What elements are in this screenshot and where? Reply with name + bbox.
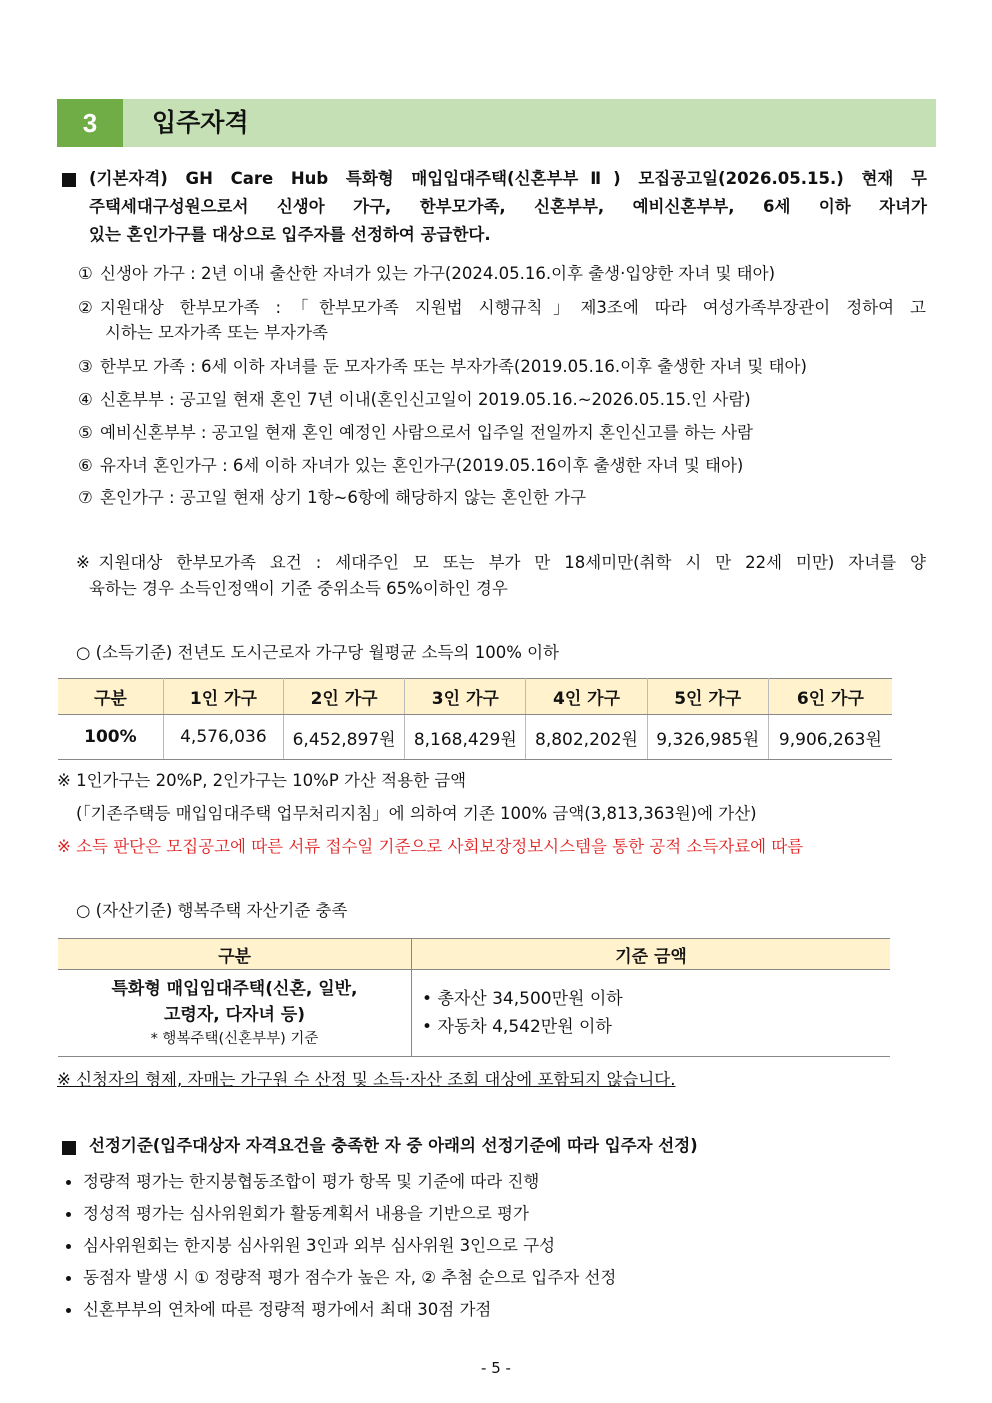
asset-table — [58, 938, 890, 1057]
asset-category-line-1: 특화형 매입임대주택(신혼, 일반, — [111, 979, 358, 999]
selection-item-4 — [66, 1266, 616, 1290]
selection-item-5-text: 신혼부부의 연차에 따른 정량적 평가에서 최대 30점 가점 — [83, 1300, 492, 1319]
income-cell: 8,168,429원 — [405, 715, 526, 760]
asset-header-amount: 기준 금액 — [412, 939, 891, 970]
asset-criteria-2-text: 자동차 4,542만원 이하 — [437, 1017, 612, 1037]
income-cell: 8,802,202원 — [526, 715, 647, 760]
item-2-mark: ② — [78, 298, 93, 317]
income-note-2: (「기존주택등 매입임대주택 업무처리지침」에 의하여 기존 100% 금액(3,813,363원)에 가산) — [76, 804, 757, 823]
asset-heading: ○ (자산기준) 행복주택 자산기준 충족 — [76, 901, 348, 920]
page-number: - 5 - — [481, 1359, 511, 1377]
item-4 — [78, 388, 751, 412]
income-cell: 9,906,263원 — [768, 715, 892, 760]
item-4-mark: ④ — [78, 390, 93, 409]
income-table-header — [58, 679, 892, 715]
income-cell: 9,326,985원 — [647, 715, 768, 760]
item-3-mark: ③ — [78, 357, 93, 376]
asset-header-category: 구분 — [58, 939, 412, 970]
section-number: 3 — [57, 99, 123, 147]
income-header-cell: 구분 — [58, 679, 163, 715]
item-6-text: 유자녀 혼인가구 : 6세 이하 자녀가 있는 혼인가구(2019.05.16이후 출생한 자녀 및 태아) — [100, 456, 744, 475]
income-header-cell: 1인 가구 — [163, 679, 283, 715]
income-note-3: ※ 소득 판단은 모집공고에 따른 서류 접수일 기준으로 사회보장정보시스템을 통한 공적 소득자료에 따름 — [57, 837, 804, 856]
income-header-cell: 2인 가구 — [283, 679, 404, 715]
basic-line-1: (기본자격) GH Care Hub 특화형 매입입대주택(신혼부부Ⅱ) 모집공고일(2026.05.15.) 현재 무 — [89, 169, 927, 188]
income-header-cell: 6인 가구 — [768, 679, 892, 715]
item-7-mark: ⑦ — [78, 488, 93, 507]
selection-item-2-text: 정성적 평가는 심사위원회가 활동계획서 내용을 기반으로 평가 — [83, 1204, 529, 1223]
item-2-line-2: 시하는 모자가족 또는 부자가족 — [105, 323, 328, 342]
asset-note: ※ 신청자의 형제, 자매는 가구원 수 산정 및 소득·자산 조회 대상에 포함되지 않습니다. — [57, 1070, 676, 1089]
selection-item-4-text: 동점자 발생 시 ① 정량적 평가 점수가 높은 자, ② 추첨 순으로 입주자 선정 — [83, 1268, 617, 1287]
asset-category-note: * 행복주택(신혼부부) 기준 — [150, 1031, 319, 1047]
item-1-mark: ① — [78, 264, 93, 283]
item-2-line-1 — [78, 296, 926, 320]
income-header-cell: 3인 가구 — [405, 679, 526, 715]
item-7-text: 혼인가구 : 공고일 현재 상기 1항~6항에 해당하지 않는 혼인한 가구 — [100, 488, 587, 507]
selection-item-3 — [66, 1234, 555, 1258]
asset-criteria-1-text: 총자산 34,500만원 이하 — [437, 989, 623, 1009]
item-3-text: 한부모 가족 : 6세 이하 자녀를 둔 모자가족 또는 부자가족(2019.05.16.이후 출생한 자녀 및 태아) — [100, 357, 807, 376]
item-3 — [78, 355, 807, 379]
basic-bullet-square — [62, 172, 76, 191]
selection-item-1-text: 정량적 평가는 한지붕협동조합이 평가 항목 및 기준에 따라 진행 — [83, 1172, 540, 1191]
asset-table-header — [58, 939, 890, 970]
item-5-text: 예비신혼부부 : 공고일 현재 혼인 예정인 사람으로서 입주일 전일까지 혼인신고를 하는 사람 — [100, 423, 753, 442]
asset-category-cell — [58, 970, 412, 1057]
income-header-cell: 4인 가구 — [526, 679, 647, 715]
item-1-text: 신생아 가구 : 2년 이내 출산한 자녀가 있는 가구(2024.05.16.이후 출생·입양한 자녀 및 태아) — [100, 264, 776, 283]
income-table — [58, 678, 892, 760]
item-7 — [78, 486, 586, 510]
basic-line-3: 있는 혼인가구를 대상으로 입주자를 선정하여 공급한다. — [89, 225, 491, 244]
item-5-mark: ⑤ — [78, 423, 93, 442]
selection-heading: 선정기준(입주대상자 자격요건을 충족한 자 중 아래의 선정기준에 따라 입주자 선정) — [89, 1136, 698, 1155]
income-cell: 6,452,897원 — [283, 715, 404, 760]
item-1 — [78, 262, 775, 286]
selection-item-2 — [66, 1202, 529, 1226]
income-heading: ○ (소득기준) 전년도 도시근로자 가구당 월평균 소득의 100% 이하 — [76, 643, 559, 662]
item-6-mark: ⑥ — [78, 456, 93, 475]
asset-criteria-2: • 자동차 4,542만원 이하 — [422, 1017, 612, 1037]
selection-item-3-text: 심사위원회는 한지붕 심사위원 3인과 외부 심사위원 3인으로 구성 — [83, 1236, 556, 1255]
asset-category-line-2: 고령자, 다자녀 등) — [163, 1005, 306, 1025]
item-5 — [78, 421, 753, 445]
item-6 — [78, 454, 743, 478]
selection-bullet-square — [62, 1140, 76, 1159]
income-note-1: ※ 1인가구는 20%P, 2인가구는 10%P 가산 적용한 금액 — [57, 771, 467, 790]
single-parent-note-1: ※지원대상 한부모가족 요건 : 세대주인 모 또는 부가 만 18세미만(취학 시 만 22세 미만) 자녀를 양 — [76, 553, 926, 572]
income-cell: 100% — [58, 715, 163, 760]
selection-item-1 — [66, 1170, 539, 1194]
basic-line-2: 주택세대구성원으로서 신생아 가구, 한부모가족, 신혼부부, 예비신혼부부, 6세 이하 자녀가 — [89, 197, 927, 216]
income-cell: 4,576,036 — [163, 715, 283, 760]
asset-criteria-1: • 총자산 34,500만원 이하 — [422, 989, 623, 1009]
item-4-text: 신혼부부 : 공고일 현재 혼인 7년 이내(혼인신고일이 2019.05.16.~2026.05.15.인 사람) — [100, 390, 751, 409]
asset-criteria-cell — [412, 970, 891, 1057]
income-table-row — [58, 715, 892, 760]
single-parent-note-2: 육하는 경우 소득인정액이 기준 중위소득 65%이하인 경우 — [89, 579, 508, 598]
selection-item-5 — [66, 1298, 491, 1322]
asset-table-row — [58, 970, 890, 1057]
section-title: 입주자격 — [152, 108, 249, 137]
income-header-cell: 5인 가구 — [647, 679, 768, 715]
item-2-text-1: 지원대상 한부모가족 :「한부모가족 지원법 시행규칙」제3조에 따라 여성가족부장관이 정하여 고 — [100, 298, 926, 317]
